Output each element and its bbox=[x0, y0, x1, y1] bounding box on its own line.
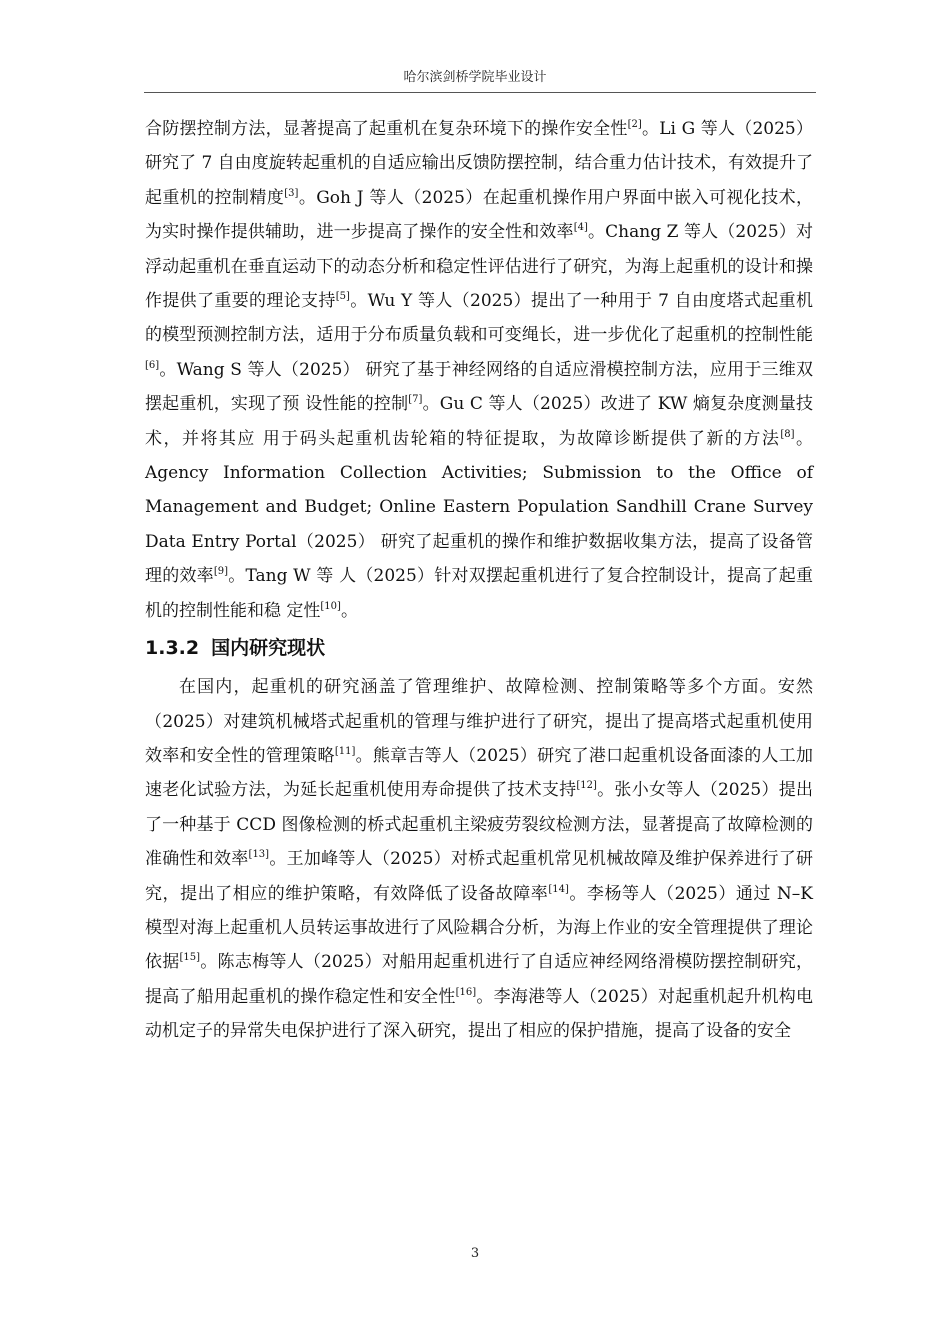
text-span: 。陈志梅等人（2025）对船用起重机进行了自适应神经网络滑模防摆控制研究，提高了船用起重机的操作稳定性和安全性 bbox=[145, 952, 814, 1007]
citation: [8] bbox=[780, 428, 795, 440]
citation: [16] bbox=[455, 986, 477, 998]
text-span: 。张小女等人（2025）提出了一种基于 CCD 图像检测的桥式起重机主梁疲劳裂纹检测方法，显著提高了故障检测的准确性和效率 bbox=[145, 780, 813, 870]
citation: [11] bbox=[334, 745, 356, 757]
text-span: 。Wu Y 等人（2025）提出了一种用于 7 自由度塔式起重机的模型预测控制方法，适用于分布质量负载和可变绳长，进一步优化了起重机的控制性能 bbox=[145, 291, 813, 346]
text-span: 。熊章吉等人（2025）研究了港口起重机设备面漆的人工加速老化试验方法，为延长起重机使用寿命提供了技术支持 bbox=[145, 745, 813, 801]
header-rule bbox=[144, 92, 816, 93]
citation: [4] bbox=[573, 222, 588, 234]
citation: [10] bbox=[320, 600, 341, 612]
text-span: 在国内，起重机的研究涵盖了管理维护、故障检测、控制策略等多个方面。安然（2025）对建筑机械塔式起重机的管理与维护进行了研究，提出了提高塔式起重机使用效率和安全性的管理策略 bbox=[145, 677, 813, 766]
citation: [2] bbox=[627, 119, 642, 130]
citation: [9] bbox=[213, 566, 229, 578]
text-span: 。Li G 等人（2025）研究了 7 自由度旋转起重机的自适应输出反馈防摆控制，结合重力估计技术，有效提升了起重机的控制精度 bbox=[145, 119, 813, 208]
paragraph-international-research bbox=[145, 112, 813, 628]
citation: [7] bbox=[408, 394, 423, 406]
text-span: 合防摆控制方法，显著提高了起重机在复杂环境下的操作安全性 bbox=[145, 119, 628, 139]
citation: [14] bbox=[548, 883, 569, 895]
text-span: 。Tang W 等 人（2025）针对双摆起重机进行了复合控制设计，提高了起重机的控制性能和稳 定性 bbox=[145, 566, 813, 621]
section-heading bbox=[145, 634, 813, 662]
page-header: 哈尔滨剑桥学院毕业设计 bbox=[403, 70, 547, 85]
citation: [6] bbox=[145, 359, 160, 371]
page-number: 3 bbox=[470, 1246, 480, 1261]
citation: [5] bbox=[335, 291, 350, 303]
section-title: 国内研究现状 bbox=[211, 637, 326, 660]
citation: [15] bbox=[179, 952, 201, 964]
text-span: 。李海港等人（2025）对起重机起升机构电动机定子的异常失电保护进行了深入研究，提出了相应的保护措施，提高了设备的安全 bbox=[145, 986, 814, 1042]
text-span: 。李杨等人（2025）通过 N–K 模型对海上起重机人员转运事故进行了风险耦合分析，为海上作业的安全管理提供了理论依据 bbox=[145, 883, 814, 973]
text-span: 。Gu C 等人（2025）改进了 KW 熵复杂度测量技术，并将其应 用于码头起重机齿轮箱的特征提取，为故障诊断提供了新的方法 bbox=[145, 394, 813, 449]
text-span: 。王加峰等人（2025）对桥式起重机常见机械故障及维护保养进行了研究，提出了相应的维护策略，有效降低了设备故障率 bbox=[145, 849, 814, 904]
section-number: 1.3.2 bbox=[145, 637, 200, 660]
citation: [12] bbox=[576, 780, 597, 792]
text-span: 。Goh J 等人（2025）在起重机操作用户界面中嵌入可视化技术，为实时操作提供辅助，进一步提高了操作的安全性和效率 bbox=[145, 187, 814, 243]
text-span: 。 bbox=[340, 600, 358, 621]
paragraph-domestic-research bbox=[145, 670, 813, 1048]
text-span: 。Wang S 等人（2025） 研究了基于神经网络的自适应滑模控制方法，应用于三维双摆起重机，实现了预 设性能的控制 bbox=[145, 359, 813, 415]
page-content bbox=[145, 112, 813, 1049]
text-span: 。Chang Z 等人（2025）对浮动起重机在垂直运动下的动态分析和稳定性评估进行了研究，为海上起重机的设计和操作提供了重要的理论支持 bbox=[145, 222, 813, 312]
citation: [3] bbox=[284, 187, 299, 199]
citation: [13] bbox=[248, 849, 270, 861]
text-span: 。Agency Information Collection Activities; Submission to the Office of Management and Budget; Online Eastern Population Sandhill Crane Survey Data Entry Portal（2025） 研究了起重机的操作和维护数据收集方法，提高了设备管理的效率 bbox=[145, 428, 813, 587]
